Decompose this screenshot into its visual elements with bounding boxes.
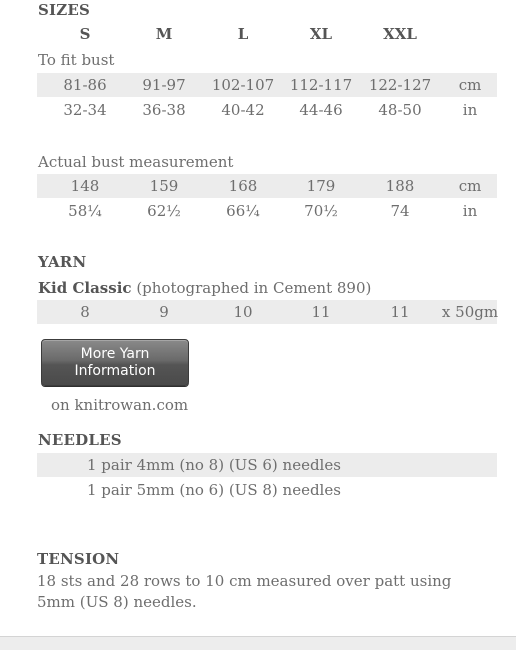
table-cell: 36-38 [142, 101, 186, 119]
table-cell: 44-46 [299, 101, 343, 119]
fit-bust-cm-row [37, 73, 497, 97]
size-col-l: L [237, 25, 249, 43]
table-cell: 32-34 [63, 101, 107, 119]
table-cell: 9 [159, 303, 169, 321]
table-cell: 179 [306, 177, 336, 195]
yarn-heading: YARN [38, 253, 87, 271]
tension-line-2: 5mm (US 8) needles. [37, 593, 197, 611]
table-cell: 40-42 [221, 101, 265, 119]
table-cell: 8 [80, 303, 90, 321]
size-col-xxl: XXL [383, 25, 417, 43]
table-cell: 11 [390, 303, 410, 321]
table-cell: 58¼ [68, 202, 102, 220]
fit-bust-in-row [37, 98, 497, 122]
table-cell: 81-86 [63, 76, 107, 94]
table-cell: 159 [149, 177, 179, 195]
table-cell: 70½ [304, 202, 338, 220]
button-label-line1: More Yarn [80, 345, 150, 362]
yarn-name: Kid Classic [38, 279, 132, 297]
size-col-m: M [155, 25, 173, 43]
unit-label: x 50gm [441, 303, 499, 321]
needles-heading: NEEDLES [38, 431, 122, 449]
table-cell: 91-97 [142, 76, 186, 94]
yarn-quantity-row [37, 300, 497, 324]
actual-bust-label: Actual bust measurement [38, 153, 234, 171]
tension-heading: TENSION [37, 550, 120, 568]
table-cell: 168 [228, 177, 258, 195]
unit-label: cm [458, 177, 482, 195]
unit-label: in [462, 202, 478, 220]
more-yarn-information-button[interactable] [41, 339, 189, 386]
table-cell: 62½ [147, 202, 181, 220]
needle-item-text: 1 pair 5mm (no 6) (US 8) needles [87, 481, 341, 499]
sizes-heading: SIZES [38, 1, 91, 19]
yarn-description [38, 279, 371, 297]
button-label-line2: Information [74, 362, 156, 379]
list-item [37, 478, 497, 502]
size-header-row [37, 22, 497, 46]
size-col-s: S [79, 25, 91, 43]
table-cell: 66¼ [226, 202, 260, 220]
actual-in-row [37, 199, 497, 223]
actual-cm-row [37, 174, 497, 198]
table-cell: 112-117 [289, 76, 353, 94]
table-cell: 148 [70, 177, 100, 195]
table-cell: 122-127 [368, 76, 432, 94]
yarn-site-text: on knitrowan.com [51, 396, 189, 414]
table-cell: 188 [385, 177, 415, 195]
footer-divider [0, 636, 516, 650]
fit-bust-label: To fit bust [38, 51, 115, 69]
needle-item-text: 1 pair 4mm (no 8) (US 6) needles [87, 456, 341, 474]
table-cell: 10 [233, 303, 253, 321]
unit-label: in [462, 101, 478, 119]
table-cell: 102-107 [211, 76, 275, 94]
yarn-note: (photographed in Cement 890) [136, 279, 372, 297]
unit-label: cm [458, 76, 482, 94]
size-col-xl: XL [309, 25, 333, 43]
table-cell: 11 [311, 303, 331, 321]
tension-line-1: 18 sts and 28 rows to 10 cm measured over patt using [37, 572, 452, 590]
list-item [37, 453, 497, 477]
table-cell: 48-50 [378, 101, 422, 119]
tension-text [37, 571, 451, 613]
table-cell: 74 [390, 202, 410, 220]
